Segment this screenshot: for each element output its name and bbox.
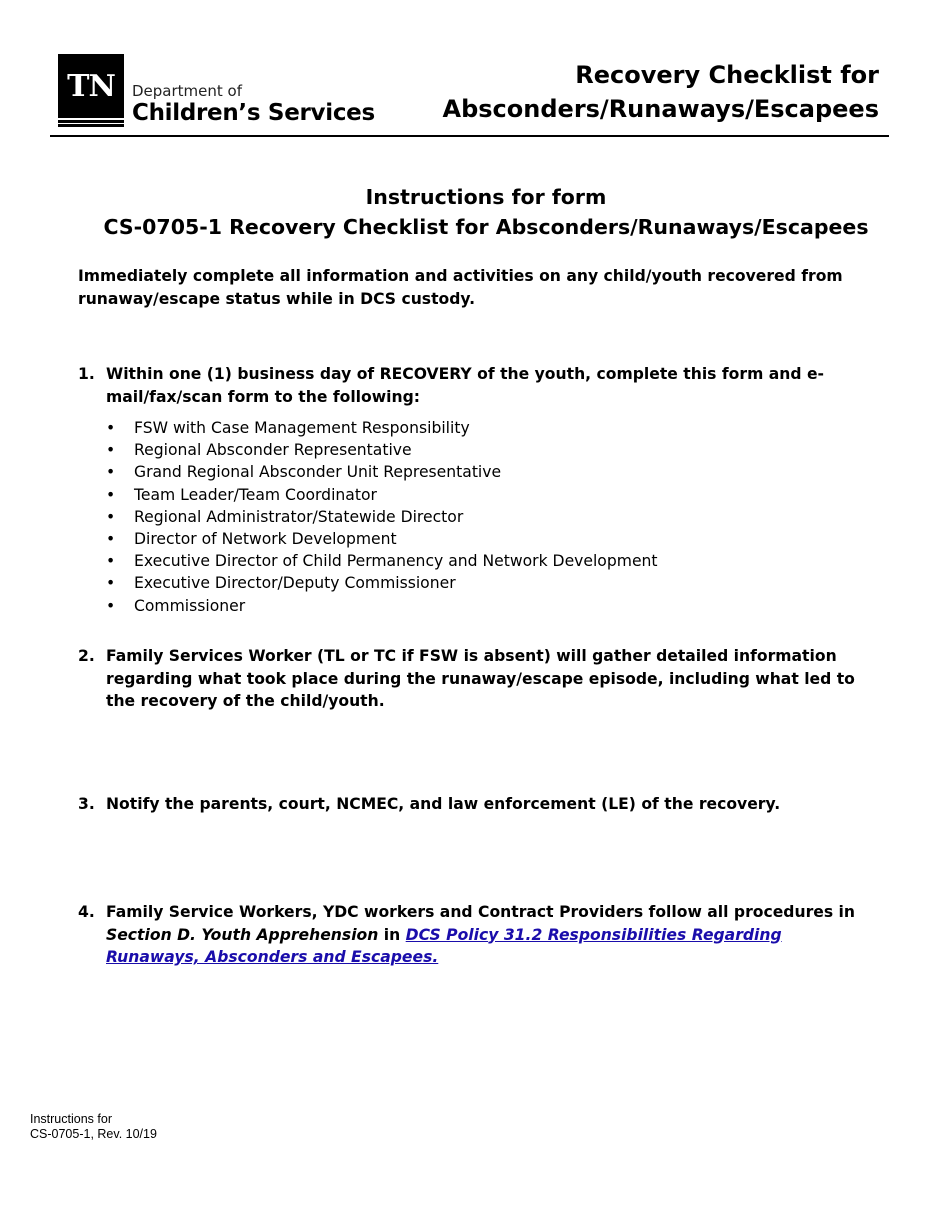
form-footer [30, 1112, 157, 1142]
step-text: Family Services Worker (TL or TC if FSW is absent) will gather detailed information regarding what took place during the runaway/escape episode, including what led to the recovery of the child/youth. [106, 647, 855, 710]
dept-name-small: Department of [132, 82, 242, 100]
section-reference: Section D. Youth Apprehension [106, 925, 379, 944]
instructions-title-line1: Instructions for form [365, 185, 607, 209]
footer-line1: Instructions for [30, 1112, 112, 1126]
step-3 [78, 793, 878, 816]
list-item: • Commissioner [106, 595, 658, 617]
list-item: • Team Leader/Team Coordinator [106, 484, 658, 506]
step-4 [78, 901, 878, 969]
step-text: Within one (1) business day of RECOVERY of the youth, complete this form and e-mail/fax/scan form to the following: [106, 365, 825, 406]
step-number: 4. [78, 903, 95, 921]
list-item: • Regional Absconder Representative [106, 439, 658, 461]
step-text [106, 901, 878, 969]
list-item: • Regional Administrator/Statewide Director [106, 506, 658, 528]
intro-paragraph: Immediately complete all information and activities on any child/youth recovered from runaway/escape status while in DCS custody. [78, 267, 843, 308]
list-item: • Grand Regional Absconder Unit Representative [106, 461, 658, 483]
form-header-title [399, 58, 879, 126]
header-divider [50, 135, 889, 137]
header-title-line2: Absconders/Runaways/Escapees [442, 95, 879, 123]
dept-name-large: Children’s Services [132, 100, 375, 126]
list-item: • Director of Network Development [106, 528, 658, 550]
step-number: 1. [78, 365, 95, 383]
step-1 [78, 363, 878, 408]
step-text-part: Family Service Workers, YDC workers and Contract Providers follow all procedures in [106, 903, 855, 921]
recipient-list [106, 417, 658, 617]
logo-bars [58, 120, 124, 128]
footer-line2: CS-0705-1, Rev. 10/19 [30, 1127, 157, 1141]
list-item: • FSW with Case Management Responsibility [106, 417, 658, 439]
step-number: 2. [78, 647, 95, 665]
step-text: Notify the parents, court, NCMEC, and law enforcement (LE) of the recovery. [106, 795, 781, 813]
step-2 [78, 645, 878, 713]
header-title-line1: Recovery Checklist for [575, 61, 879, 89]
list-item: • Executive Director of Child Permanency and Network Development [106, 550, 658, 572]
step-number: 3. [78, 795, 95, 813]
policy-link[interactable]: DCS Policy 31.2 Responsibilities Regarding Runaways, Absconders and Escapees. [106, 925, 782, 966]
instructions-title-line2: CS-0705-1 Recovery Checklist for Absconders/Runaways/Escapees [103, 215, 869, 239]
instructions-title [50, 182, 922, 242]
tn-logo-mark: TN [58, 54, 124, 118]
list-item: • Executive Director/Deputy Commissioner [106, 572, 658, 594]
step-text-part: in [378, 925, 406, 944]
